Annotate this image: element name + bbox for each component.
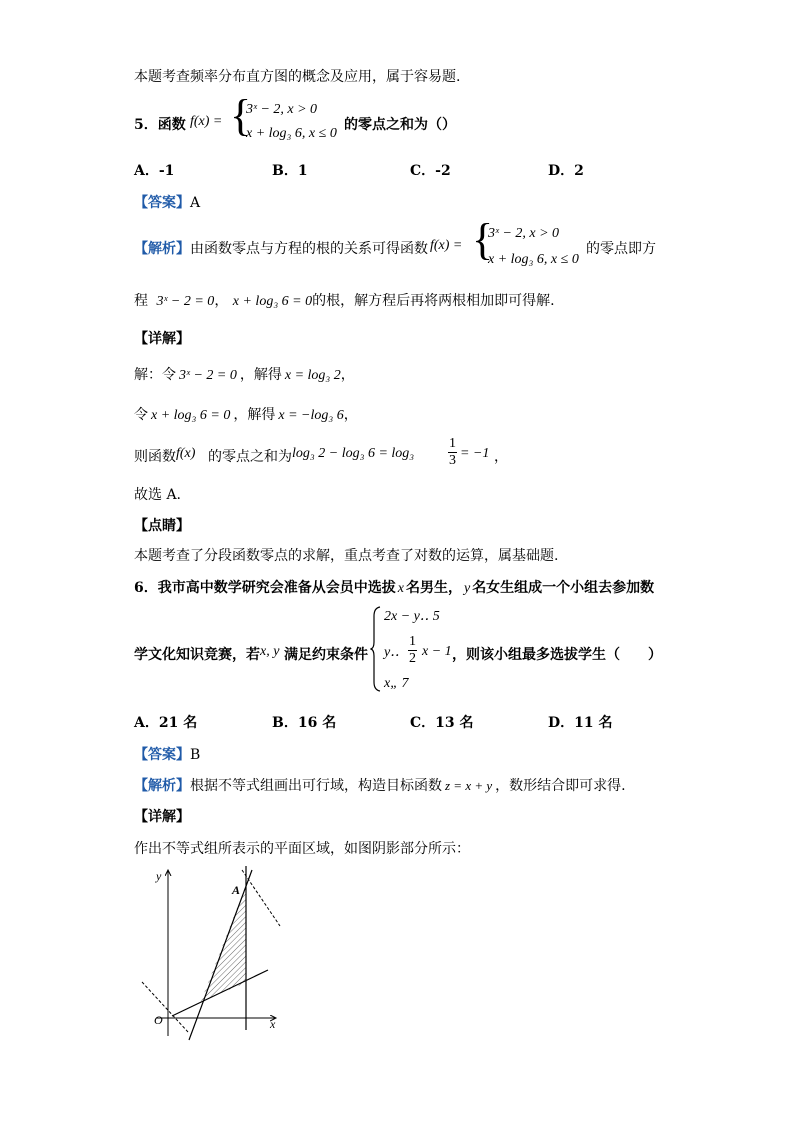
- analysis-case1: 3ˣ − 2, x > 0: [488, 226, 560, 241]
- q6-detail-tag: 【详解】: [134, 809, 190, 825]
- eq-1: 3ˣ − 2 = 0: [156, 294, 215, 309]
- text: ，数形结合即可求得.: [495, 778, 626, 794]
- q5-fx: f(x) =: [190, 114, 223, 129]
- q5-option-a[interactable]: A．-1: [134, 163, 175, 179]
- analysis-tag: 【解析】: [134, 241, 190, 257]
- analysis-brace: {: [472, 215, 494, 264]
- text: 解：令: [134, 367, 176, 383]
- intro-line: 本题考查频率分布直方图的概念及应用，属于容易题.: [134, 69, 461, 85]
- text: 令: [134, 407, 148, 423]
- constraint-1: 2x − y‥ 5: [384, 609, 440, 624]
- q5-case1: 3ˣ − 2, x > 0: [246, 102, 318, 117]
- q5-option-c[interactable]: C．-2: [410, 163, 451, 179]
- label-y: y: [156, 869, 162, 883]
- var-x: x: [397, 581, 404, 596]
- text: 根据不等式组画出可行域，构造目标函数: [190, 778, 442, 794]
- q6-detail-text: 作出不等式组所表示的平面区域，如图阴影部分所示：: [134, 841, 470, 857]
- analysis-case2: x + log₃ 6, x ≤ 0: [488, 252, 579, 267]
- q6-line-1: [134, 577, 654, 597]
- q6-option-d[interactable]: D．11 名: [548, 715, 613, 731]
- answer-value: A: [190, 195, 201, 211]
- fraction: [448, 436, 457, 469]
- q5-analysis-line2: [134, 290, 555, 310]
- text: 满足约束条件: [284, 647, 368, 663]
- numerator: 1: [409, 634, 416, 649]
- text: 名男生，: [405, 580, 462, 596]
- q5-answer: [134, 192, 200, 212]
- q6-option-a[interactable]: A．21 名: [134, 715, 198, 731]
- text: ，: [343, 407, 358, 423]
- q5-case2: x + log₃ 6, x ≤ 0: [246, 126, 337, 141]
- q5-remark-text: 本题考查了分段函数零点的求解，重点考查了对数的运算，属基础题.: [134, 548, 559, 564]
- q6-answer: [134, 744, 200, 764]
- analysis-fx: f(x) =: [430, 238, 463, 253]
- text: ，则该小组最多选拔学生（ ）: [452, 647, 662, 663]
- analysis-text2: 的零点即方: [586, 241, 656, 257]
- text: 学文化知识竞赛，若: [134, 647, 260, 663]
- q5-suffix: 的零点之和为（）: [344, 117, 456, 133]
- answer-tag: 【答案】: [134, 747, 190, 763]
- objective-line-low: [142, 982, 188, 1032]
- text: ，解得: [233, 407, 276, 423]
- answer-tag: 【答案】: [134, 195, 190, 211]
- text: 的根，解方程后再将两根相加即可得解.: [312, 293, 555, 309]
- fx: f(x): [176, 446, 196, 461]
- q5-prefix: 5．函数: [134, 117, 186, 133]
- label-o: O: [154, 1013, 163, 1027]
- denominator: 2: [409, 651, 416, 666]
- vars-xy: x, y: [260, 644, 280, 659]
- q5-conclusion: 故选 A.: [134, 487, 182, 503]
- eq: x + log₃ 6 = 0: [151, 408, 231, 423]
- q5-step-1: [134, 364, 355, 384]
- q5-brace: {: [230, 91, 252, 140]
- label-x: x: [270, 1017, 276, 1031]
- constraint-3: x„ 7: [384, 676, 409, 691]
- q6-option-b[interactable]: B．16 名: [272, 715, 337, 731]
- label-a: A: [232, 883, 241, 897]
- analysis-text1: 由函数零点与方程的根的关系可得函数: [190, 241, 428, 257]
- text: 名女生组成一个小组去参加数: [472, 580, 655, 596]
- q5-step-2: [134, 404, 358, 424]
- eq-2: x + log₃ 6 = 0: [232, 294, 313, 309]
- objective-line-high: [242, 870, 280, 926]
- feasible-region-figure: [134, 864, 294, 1044]
- result: x = log₃ 2: [284, 368, 341, 383]
- q6-analysis: [134, 775, 626, 795]
- q5-remark-tag: 【点睛】: [134, 518, 190, 534]
- result: x = −log₃ 6: [278, 408, 344, 423]
- constraint-2-b: x − 1: [422, 644, 452, 659]
- answer-value: B: [190, 747, 201, 763]
- constraint-brace: [370, 606, 382, 692]
- analysis-tag: 【解析】: [134, 778, 190, 794]
- text: ，: [494, 449, 508, 465]
- tail: = −1: [460, 446, 490, 461]
- text: 程: [134, 293, 148, 309]
- constraint-2-fraction: [408, 634, 417, 667]
- text: ，: [340, 367, 355, 383]
- q5-option-d[interactable]: D．2: [548, 163, 584, 179]
- text: ，: [214, 293, 229, 309]
- q6-option-c[interactable]: C．13 名: [410, 715, 474, 731]
- q5-detail-tag: [134, 328, 190, 348]
- expr: log₃ 2 − log₃ 6 = log₃: [292, 446, 415, 461]
- eq: 3ˣ − 2 = 0: [179, 368, 237, 383]
- denominator: 3: [449, 453, 456, 468]
- numerator: 1: [449, 436, 456, 451]
- q5-option-b[interactable]: B．1: [272, 163, 308, 179]
- text: 的零点之和为: [208, 449, 292, 465]
- text: ，解得: [239, 367, 282, 383]
- constraint-2-a: y‥: [384, 645, 400, 660]
- text: 6．我市高中数学研究会准备从会员中选拔: [134, 580, 396, 596]
- detail-tag: 【详解】: [134, 331, 190, 347]
- objective: z = x + y: [445, 778, 493, 793]
- text: 则函数: [134, 449, 176, 465]
- var-y: y: [463, 581, 471, 596]
